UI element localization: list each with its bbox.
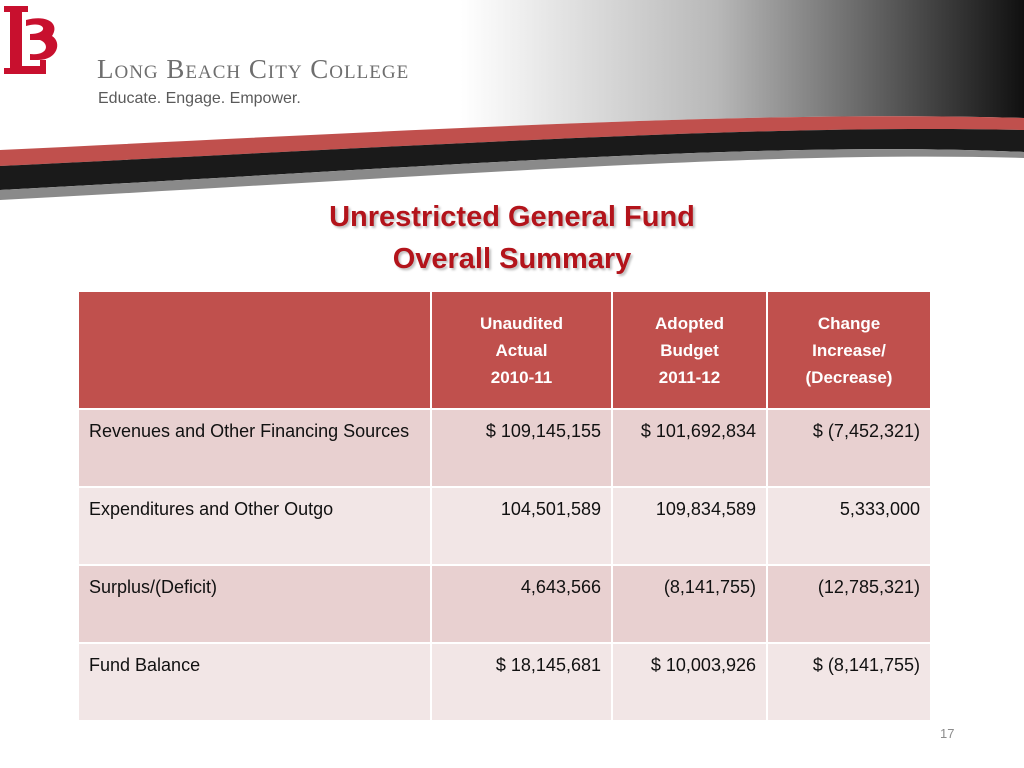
- college-name: Long Beach City College: [97, 54, 410, 84]
- header-text: (Decrease): [805, 367, 893, 387]
- header-text: Actual: [495, 340, 548, 360]
- budget-value: (8,141,755): [612, 565, 767, 643]
- header-cell-actual: [431, 291, 612, 409]
- change-value: $ (8,141,755): [767, 643, 931, 721]
- table-header-row: [78, 291, 931, 409]
- change-value: 5,333,000: [767, 487, 931, 565]
- lbcc-logo-icon: [0, 0, 62, 78]
- summary-table: [77, 290, 932, 722]
- page-number: 17: [940, 726, 955, 741]
- budget-value: $ 101,692,834: [612, 409, 767, 487]
- table-row: [78, 565, 931, 643]
- actual-value: $ 18,145,681: [431, 643, 612, 721]
- header-text: Unaudited: [479, 313, 564, 333]
- budget-value: $ 10,003,926: [612, 643, 767, 721]
- actual-value: $ 109,145,155: [431, 409, 612, 487]
- header-text: Budget: [660, 340, 719, 360]
- header-cell-budget: [612, 291, 767, 409]
- header-text: Change: [817, 313, 881, 333]
- change-value: (12,785,321): [767, 565, 931, 643]
- table-row: [78, 409, 931, 487]
- actual-value: 4,643,566: [431, 565, 612, 643]
- row-label: Expenditures and Other Outgo: [78, 487, 431, 565]
- header-text: Adopted: [655, 313, 724, 333]
- header-text: Increase/: [812, 340, 886, 360]
- header-banner: [0, 0, 1024, 200]
- header-text: 2011-12: [658, 367, 721, 387]
- change-value: $ (7,452,321): [767, 409, 931, 487]
- budget-value: 109,834,589: [612, 487, 767, 565]
- row-label: Fund Balance: [78, 643, 431, 721]
- header-text: 2010-11: [490, 367, 553, 387]
- title-line-1: Unrestricted General Fund: [329, 201, 695, 233]
- header-cell-change: [767, 291, 931, 409]
- title-line-2: Overall Summary: [392, 243, 632, 275]
- table-row: [78, 487, 931, 565]
- college-tagline: Educate. Engage. Empower.: [98, 90, 301, 107]
- table-row: [78, 643, 931, 721]
- actual-value: 104,501,589: [431, 487, 612, 565]
- row-label: Surplus/(Deficit): [78, 565, 431, 643]
- row-label: Revenues and Other Financing Sources: [78, 409, 431, 487]
- header-cell-blank: [78, 291, 431, 409]
- slide-title: [0, 196, 1024, 280]
